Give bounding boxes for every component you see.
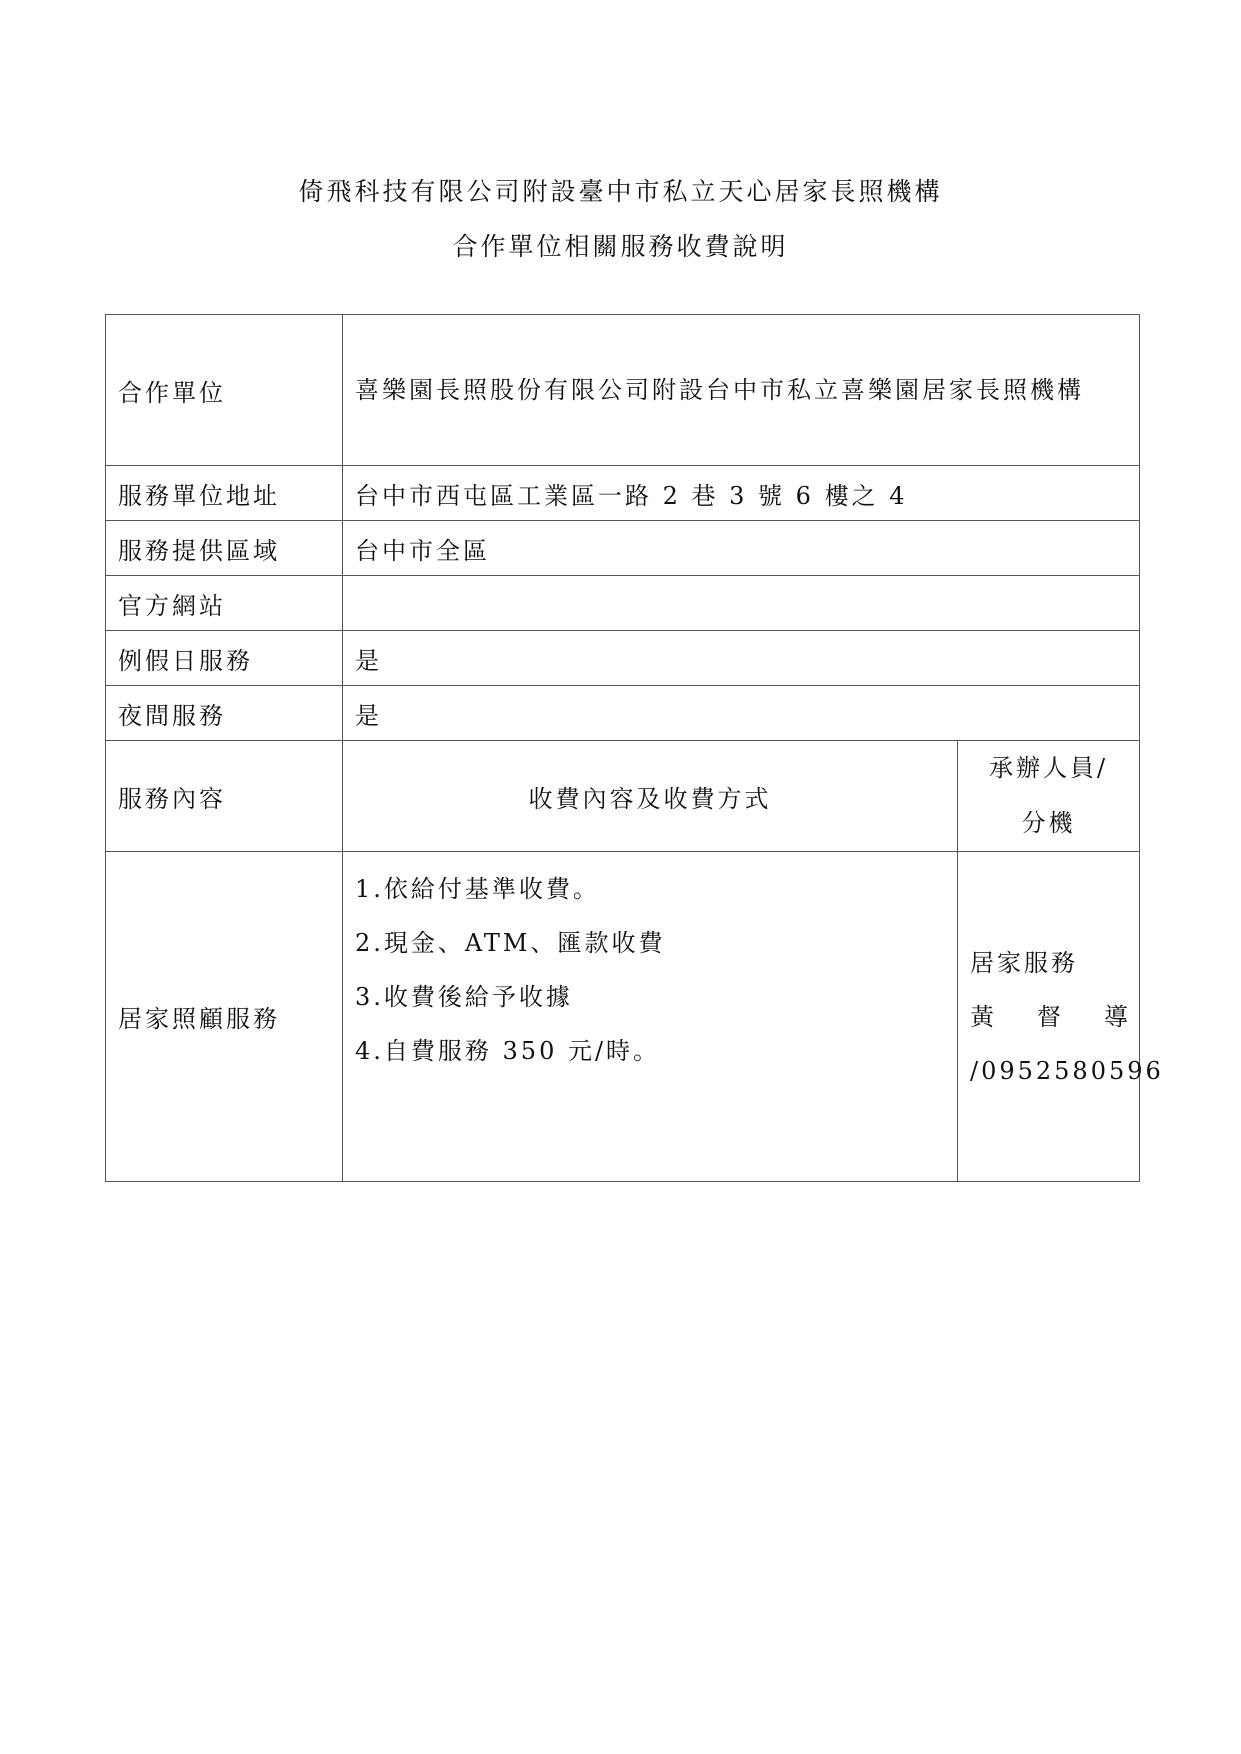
website-label: 官方網站 [106,576,343,631]
table-row-night [106,686,1140,741]
table-row-partner [106,315,1140,466]
staff-header [958,741,1140,852]
staff-phone: /0952580596 [970,1056,1164,1085]
holiday-label: 例假日服務 [106,631,343,686]
partner-value: 喜樂園長照股份有限公司附設台中市私立喜樂園居家長照機構 [343,315,1140,466]
night-value: 是 [343,686,1140,741]
table-row-holiday [106,631,1140,686]
table-header-row [106,741,1140,852]
area-label: 服務提供區域 [106,521,343,576]
staff-name-char: 黃 [970,1002,997,1031]
fee-header: 收費內容及收費方式 [343,741,958,852]
service-name: 居家照顧服務 [106,852,343,1182]
staff-name-char: 督 [1037,1002,1064,1031]
content-header: 服務內容 [106,741,343,852]
service-info-table [105,314,1164,1182]
staff-header-line2: 分機 [1021,809,1076,837]
holiday-value: 是 [343,631,1140,686]
address-value: 台中市西屯區工業區一路 2 巷 3 號 6 樓之 4 [343,466,1140,521]
table-row-area [106,521,1140,576]
address-label: 服務單位地址 [106,466,343,521]
staff-contact [958,852,1164,1182]
area-value: 台中市全區 [343,521,1140,576]
partner-label: 合作單位 [106,315,343,466]
staff-name [970,990,1131,1044]
staff-dept: 居家服務 [970,948,1078,977]
table-row-address [106,466,1140,521]
fee-item: 4.自費服務 350 元/時。 [355,1037,661,1065]
table-row-service [106,852,1140,1182]
fee-item: 1.依給付基準收費。 [355,875,600,903]
night-label: 夜間服務 [106,686,343,741]
staff-name-char: 導 [1104,1002,1131,1031]
staff-header-line1: 承辦人員/ [988,754,1109,782]
website-value [343,576,1140,631]
document-title: 倚飛科技有限公司附設臺中市私立天心居家長照機構 [298,177,943,206]
fee-item: 3.收費後給予收據 [355,983,573,1011]
document-subtitle: 合作單位相關服務收費說明 [452,232,789,261]
table-row-website [106,576,1140,631]
fee-list [343,852,958,1182]
fee-item: 2.現金、ATM、匯款收費 [355,929,666,957]
